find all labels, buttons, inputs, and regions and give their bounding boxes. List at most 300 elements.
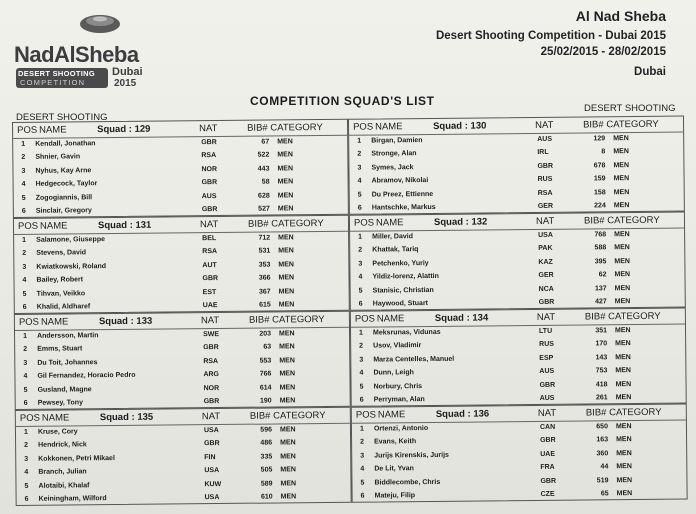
clay-target-icon [76, 8, 124, 38]
shooter-nat: UAE [202, 301, 218, 310]
shooter-bib: 628 [257, 192, 270, 200]
shooter-pos: 5 [357, 191, 362, 199]
shooter-pos: 5 [358, 287, 363, 295]
shooter-name: Meksrunas, Vidunas [373, 328, 441, 337]
shooter-bib: 224 [594, 202, 606, 210]
col-bib-category-header [248, 218, 324, 230]
shooter-pos: 3 [360, 452, 365, 460]
col-nat-header: NAT [200, 315, 220, 327]
shooter-pos: 4 [24, 469, 29, 477]
col-name-header: NAME [39, 124, 67, 136]
shooter-name: Gil Fernandez, Horacio Pedro [37, 371, 136, 380]
shooter-name: Emms, Stuart [37, 345, 83, 354]
col-name-header: NAME [377, 409, 406, 421]
shooter-name: Shnier, Gavin [35, 153, 81, 162]
shooter-category: MEN [614, 257, 630, 266]
col-bib-category-header [249, 314, 325, 326]
shooter-nat: IRL [537, 149, 549, 157]
shooter-nat: USA [538, 231, 553, 239]
shooter-bib: 58 [261, 178, 270, 186]
col-name-header: NAME [375, 121, 403, 133]
shooter-name: Miller, David [372, 233, 414, 241]
shooter-bib: 143 [595, 354, 608, 362]
shooter-bib: 170 [595, 340, 608, 348]
col-bib-header: BIB# [249, 410, 271, 422]
shooter-category: MEN [277, 178, 294, 186]
shooter-name: Du Toit, Johannes [37, 358, 98, 367]
col-category-header: CATEGORY [273, 410, 326, 422]
shooter-pos: 4 [23, 373, 28, 381]
shooter-pos: 1 [358, 233, 363, 241]
shooter-nat: GER [538, 271, 554, 280]
shooter-bib: 522 [257, 151, 270, 160]
shooter-bib: 589 [260, 480, 273, 488]
squad-label: Squad : 130 [433, 120, 487, 132]
col-nat-header: NAT [535, 119, 554, 131]
shooter-pos: 6 [22, 303, 27, 311]
event-city: Dubai [634, 66, 666, 78]
shooter-nat: FRA [540, 463, 555, 472]
shooter-nat: GBR [201, 205, 218, 214]
shooter-bib: 63 [263, 343, 272, 351]
shooter-name: De Lit, Yvan [374, 465, 414, 473]
shooter-bib: 67 [261, 138, 270, 146]
shooter-pos: 4 [358, 273, 363, 281]
shooter-nat: UAE [540, 450, 556, 458]
shooter-name: Keiningham, Wilford [38, 495, 107, 503]
shooter-pos: 5 [21, 194, 26, 202]
shooter-pos: 2 [22, 250, 27, 258]
shooter-name: Nyhus, Kay Arne [35, 167, 92, 175]
shooter-pos: 2 [23, 346, 28, 354]
squad-table [351, 404, 688, 503]
shooter-name: Petchenko, Yuriy [372, 259, 429, 268]
shooter-name: Bailey, Robert [36, 276, 84, 284]
shooter-name: Du Preez, Ettienne [371, 190, 434, 199]
shooter-category: MEN [279, 343, 295, 351]
col-name-header: NAME [375, 217, 404, 229]
col-category-header: CATEGORY [606, 118, 659, 131]
shooter-name: Salamone, Giuseppe [36, 236, 106, 244]
col-bib-header: BIB# [585, 407, 607, 419]
shooter-pos: 1 [359, 329, 363, 337]
shooter-name: Khalid, Aldharef [36, 303, 91, 311]
shooter-pos: 2 [357, 151, 362, 159]
shooter-category: MEN [614, 327, 631, 335]
col-nat-header: NAT [535, 215, 555, 227]
shooter-bib: 418 [595, 380, 608, 388]
col-pos-header: POS [19, 412, 40, 424]
shooter-category: MEN [616, 436, 632, 444]
shooter-bib: 8 [601, 148, 606, 156]
shooter-name: Branch, Julian [38, 468, 87, 476]
shooter-name: Pewsey, Tony [37, 399, 83, 407]
shooter-name: Andersson, Martin [37, 332, 99, 340]
shooter-name: Hantschke, Markus [371, 203, 436, 212]
shooter-nat: NOR [203, 384, 220, 392]
shooter-category: MEN [280, 479, 297, 488]
shooter-category: MEN [278, 274, 295, 282]
shooter-bib: 443 [257, 165, 270, 173]
shooter-pos: 3 [357, 164, 362, 172]
shooter-nat: GBR [538, 298, 555, 306]
shooter-name: Evans, Keith [374, 438, 417, 446]
shooter-nat: GER [537, 202, 554, 210]
col-bib-header: BIB# [247, 218, 269, 230]
shooter-nat: BEL [202, 235, 217, 243]
col-bib-category-header [586, 407, 662, 419]
shooter-name: Norbury, Chris [373, 382, 423, 391]
col-category-header: CATEGORY [271, 218, 324, 230]
squad-label: Squad : 134 [434, 312, 489, 324]
squad-label: Squad : 136 [435, 408, 490, 420]
shooter-bib: 519 [596, 476, 609, 484]
shooter-pos: 1 [23, 332, 27, 340]
shooter-category: MEN [616, 463, 632, 471]
shooter-bib: 129 [593, 135, 606, 143]
shooter-bib: 610 [260, 493, 273, 501]
shooter-nat: KAZ [538, 258, 553, 266]
shooter-name: Kendall, Jonathan [35, 140, 96, 148]
shooter-category: MEN [279, 426, 296, 434]
shooter-nat: CAN [539, 423, 556, 431]
shooter-nat: ARG [203, 371, 220, 379]
squad-row [17, 491, 351, 508]
shooter-name: Kokkonen, Petri Mikael [38, 454, 115, 463]
logo-year: 2015 [114, 78, 137, 89]
shooter-pos: 4 [22, 277, 27, 285]
shooter-bib: 531 [258, 247, 271, 256]
shooter-category: MEN [615, 423, 632, 431]
shooter-nat: GBR [201, 139, 217, 147]
squad-label: Squad : 133 [98, 315, 153, 328]
shooter-category: MEN [613, 148, 629, 156]
shooter-pos: 4 [359, 369, 364, 377]
squad-table [14, 311, 351, 410]
shooter-pos: 1 [22, 236, 27, 244]
squad-label: Squad : 132 [433, 216, 488, 228]
shooter-pos: 2 [24, 442, 29, 450]
shooter-name: Sinclair, Gregory [35, 207, 92, 215]
col-category-header: CATEGORY [607, 214, 660, 227]
shooter-bib: 335 [260, 453, 273, 461]
shooter-nat: GBR [537, 162, 554, 170]
shooter-name: Symes, Jack [371, 163, 414, 172]
shooter-name: Stanisic, Christian [372, 286, 434, 295]
logo-band-line2: COMPETITION [20, 78, 86, 87]
shooter-category: MEN [613, 161, 630, 170]
shooter-bib: 366 [258, 274, 271, 282]
col-category-header: CATEGORY [609, 406, 662, 419]
col-bib-header: BIB# [583, 119, 604, 131]
col-pos-header: POS [18, 316, 40, 328]
section-label-left: DESERT SHOOTING [16, 112, 108, 123]
shooter-nat: USA [204, 467, 220, 475]
shooter-bib: 158 [593, 188, 606, 196]
shooter-bib: 367 [258, 288, 271, 296]
competition-logo [10, 8, 160, 92]
shooter-category: MEN [615, 340, 631, 348]
shooter-category: MEN [279, 397, 296, 405]
shooter-bib: 353 [258, 261, 271, 269]
shooter-name: Jurijs Kirenskis, Jurijs [374, 451, 449, 460]
shooter-nat: ESP [539, 354, 554, 362]
col-name-header: NAME [41, 412, 70, 424]
shooter-category: MEN [279, 370, 296, 378]
shooter-pos: 5 [24, 482, 29, 490]
shooter-bib: 163 [596, 436, 609, 444]
shooter-name: Usov, Vladimir [373, 342, 422, 350]
shooter-category: MEN [277, 138, 293, 146]
col-nat-header: NAT [199, 219, 219, 231]
shooter-pos: 2 [360, 439, 365, 447]
shooter-bib: 395 [594, 258, 607, 266]
shooter-nat: AUS [537, 135, 553, 143]
col-bib-category-header [583, 119, 659, 131]
shooter-pos: 3 [24, 455, 29, 463]
shooter-nat: RSA [201, 152, 217, 160]
shooter-pos: 3 [21, 167, 26, 175]
shooter-pos: 3 [23, 359, 28, 367]
shooter-pos: 6 [360, 492, 365, 500]
squad-row [353, 487, 687, 504]
col-bib-header: BIB# [584, 311, 606, 323]
shooter-nat: EST [202, 288, 217, 296]
shooter-category: MEN [613, 175, 630, 183]
squad-table [350, 308, 687, 407]
event-title: Desert Shooting Competition - Dubai 2015 [435, 30, 666, 42]
shooter-bib: 615 [259, 301, 271, 309]
col-pos-header: POS [17, 220, 39, 232]
shooter-pos: 6 [358, 300, 363, 308]
shooter-nat: USA [204, 493, 220, 502]
shooter-category: MEN [614, 298, 631, 306]
shooter-bib: 527 [258, 205, 270, 213]
shooter-nat: RSA [203, 357, 219, 365]
squad-label: Squad : 131 [97, 219, 152, 232]
shooter-bib: 678 [593, 162, 606, 170]
shooter-nat: GBR [540, 477, 557, 485]
shooter-name: Stevens, David [36, 249, 87, 258]
col-bib-category-header [250, 410, 326, 422]
col-bib-category-header [247, 122, 323, 134]
shooter-bib: 505 [260, 466, 273, 474]
venue-title: Al Nad Sheba [575, 8, 666, 24]
shooter-pos: 1 [23, 428, 28, 436]
logo-band-line1: DESERT SHOOTING [18, 69, 96, 78]
shooter-nat: CZE [540, 490, 555, 498]
col-category-header: CATEGORY [608, 310, 661, 323]
col-nat-header: NAT [536, 311, 556, 323]
squad-table [15, 407, 352, 506]
shooter-nat: GBR [202, 275, 219, 283]
shooter-nat: NCA [538, 285, 554, 293]
shooter-nat: FIN [204, 453, 216, 461]
shooter-name: Kruse, Cory [37, 428, 78, 436]
shooter-category: MEN [615, 380, 632, 388]
col-pos-header: POS [354, 313, 376, 325]
col-bib-category-header [585, 311, 661, 323]
shooter-nat: NOR [201, 165, 218, 173]
shooter-bib: 360 [596, 450, 609, 458]
shooter-name: Ortenzi, Antonio [373, 425, 429, 433]
squad-table [348, 116, 685, 215]
shooter-pos: 3 [358, 260, 363, 268]
shooter-pos: 6 [21, 207, 26, 215]
shooter-category: MEN [280, 493, 297, 501]
col-bib-header: BIB# [248, 314, 270, 326]
shooter-pos: 3 [359, 356, 364, 364]
shooter-bib: 614 [259, 384, 272, 392]
shooter-pos: 5 [22, 290, 27, 298]
shooter-category: MEN [280, 466, 296, 474]
shooter-bib: 766 [259, 370, 272, 378]
shooter-bib: 427 [595, 298, 607, 306]
col-category-header: CATEGORY [272, 314, 325, 326]
shooter-name: Tihvan, Veikko [36, 289, 86, 298]
shooter-category: MEN [613, 135, 629, 143]
col-nat-header: NAT [537, 407, 557, 419]
shooter-nat: GBR [540, 437, 556, 445]
shooter-nat: RSA [537, 189, 553, 197]
shooter-pos: 6 [359, 396, 364, 404]
shooter-name: Hendrick, Nick [38, 441, 87, 450]
shooter-nat: AUS [539, 394, 555, 402]
shooter-name: Mateju, Filip [374, 492, 416, 500]
squad-label: Squad : 129 [97, 123, 151, 136]
shooter-nat: RUS [537, 175, 553, 184]
col-bib-header: BIB# [583, 215, 605, 227]
col-nat-header: NAT [201, 411, 221, 423]
shooter-bib: 596 [260, 426, 273, 434]
shooter-nat: RSA [202, 248, 218, 256]
shooter-bib: 62 [598, 271, 607, 279]
shooter-nat: RUS [539, 341, 554, 349]
shooter-bib: 65 [600, 490, 609, 498]
shooter-name: Abramov, Nikolai [371, 177, 429, 185]
shooter-category: MEN [278, 301, 295, 309]
shooter-category: MEN [280, 439, 296, 447]
shooter-bib: 203 [259, 330, 272, 338]
shooter-bib: 44 [600, 463, 609, 471]
logo-city: Dubai [112, 66, 143, 78]
col-pos-header: POS [353, 121, 374, 133]
col-bib-category-header [584, 215, 660, 227]
shooter-category: MEN [279, 383, 296, 392]
shooter-category: MEN [278, 247, 294, 255]
shooter-pos: 5 [23, 386, 28, 394]
shooter-category: MEN [280, 453, 296, 461]
shooter-nat: GBR [203, 397, 220, 406]
shooter-nat: KUW [204, 480, 222, 488]
shooter-category: MEN [278, 261, 294, 269]
shooter-category: MEN [615, 394, 632, 402]
shooter-category: MEN [278, 287, 295, 296]
shooter-nat: GBR [203, 344, 219, 352]
shooter-category: MEN [277, 191, 294, 200]
shooter-category: MEN [616, 490, 633, 498]
shooter-pos: 4 [21, 181, 26, 189]
shooter-nat: GBR [201, 179, 218, 187]
shooter-bib: 486 [260, 439, 273, 448]
shooter-pos: 5 [359, 383, 364, 391]
shooter-pos: 1 [359, 425, 364, 433]
shooter-name: Kwiatkowski, Roland [36, 262, 107, 271]
shooter-name: Biddlecombe, Chris [374, 478, 441, 487]
shooter-name: Hedgecock, Taylor [35, 180, 98, 188]
shooter-nat: AUS [539, 367, 555, 376]
col-bib-header: BIB# [247, 122, 268, 134]
shooter-category: MEN [279, 357, 295, 365]
shooter-category: MEN [279, 330, 295, 338]
shooter-category: MEN [614, 284, 631, 292]
shooter-name: Haywood, Stuart [372, 299, 429, 308]
squad-label: Squad : 135 [99, 411, 154, 424]
shooter-bib: 768 [594, 231, 607, 239]
section-label-right: DESERT SHOOTING [584, 103, 676, 114]
shooter-bib: 712 [258, 234, 271, 242]
shooter-pos: 4 [360, 465, 365, 473]
shooter-pos: 1 [357, 137, 362, 145]
col-nat-header: NAT [199, 123, 218, 135]
shooter-pos: 2 [358, 247, 363, 255]
shooter-category: MEN [613, 188, 630, 196]
squad-table [349, 212, 686, 311]
col-pos-header: POS [17, 124, 38, 136]
shooter-nat: AUS [201, 192, 217, 200]
shooter-bib: 137 [594, 284, 607, 292]
squad-grid [12, 116, 684, 503]
shooter-name: Dunn, Leigh [373, 369, 414, 377]
shooter-category: MEN [616, 476, 633, 484]
squad-table [13, 215, 350, 314]
shooter-name: Yildiz-lorenz, Alattin [372, 273, 439, 281]
shooter-bib: 553 [259, 357, 272, 365]
shooter-category: MEN [614, 244, 630, 252]
shooter-category: MEN [616, 449, 632, 457]
page-title: COMPETITION SQUAD'S LIST [250, 94, 435, 108]
shooter-bib: 753 [595, 367, 608, 375]
shooter-bib: 261 [595, 394, 608, 402]
shooter-nat: SWE [203, 331, 220, 339]
shooter-nat: AUT [202, 261, 217, 269]
shooter-nat: GBR [204, 440, 220, 448]
shooter-name: Alotaibi, Khalaf [38, 481, 90, 490]
shooter-category: MEN [277, 205, 294, 213]
shooter-name: Stronge, Alan [371, 150, 417, 158]
shooter-bib: 650 [596, 423, 608, 431]
shooter-pos: 5 [360, 479, 365, 487]
shooter-name: Gusland, Magne [37, 385, 92, 394]
col-pos-header: POS [355, 409, 376, 421]
squad-table [12, 119, 349, 218]
shooter-category: MEN [614, 231, 630, 239]
shooter-bib: 190 [259, 397, 272, 405]
shooter-pos: 6 [24, 495, 29, 503]
shooter-name: Perryman, Alan [373, 396, 425, 404]
shooter-category: MEN [615, 353, 631, 362]
shooter-name: Zogogiannis, Bill [35, 193, 93, 202]
shooter-category: MEN [614, 271, 631, 279]
shooter-category: MEN [613, 202, 630, 210]
shooter-nat: PAK [538, 245, 553, 253]
shooter-bib: 588 [594, 244, 607, 252]
col-name-header: NAME [40, 316, 69, 328]
shooter-category: MEN [278, 234, 294, 242]
shooter-category: MEN [277, 165, 294, 173]
shooter-nat: GBR [539, 381, 556, 389]
shooter-name: Khattak, Tariq [372, 246, 419, 254]
